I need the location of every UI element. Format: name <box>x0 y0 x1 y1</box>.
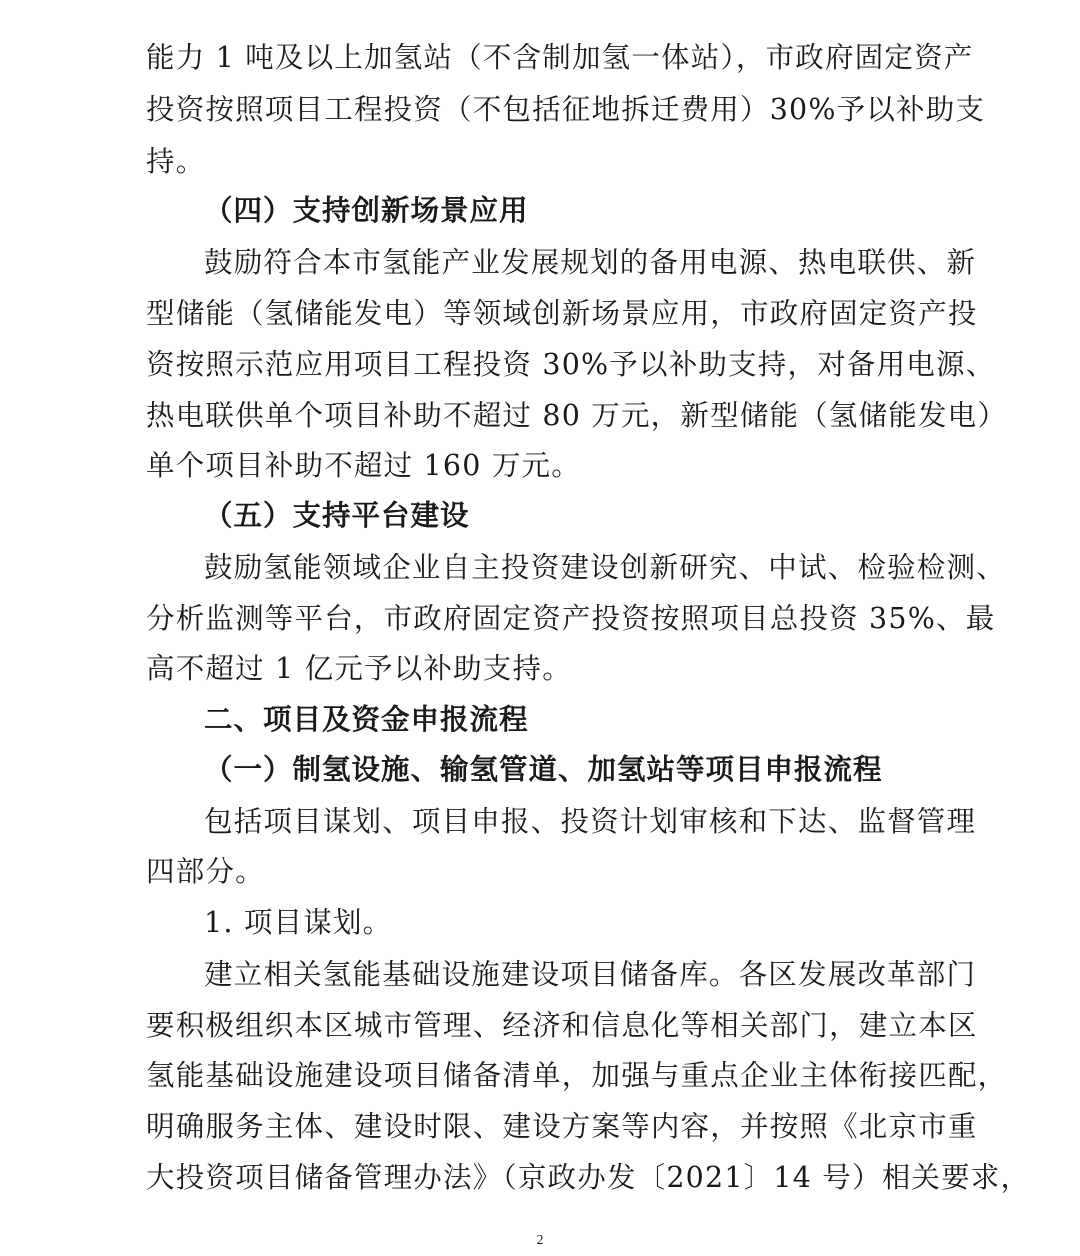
paragraph-line: 高不超过 1 亿元予以补助支持。 <box>146 652 572 685</box>
section-heading: （四）支持创新场景应用 <box>204 194 529 227</box>
paragraph-line: 氢能基础设施建设项目储备清单，加强与重点企业主体衔接匹配， <box>146 1059 1008 1092</box>
section-heading: （五）支持平台建设 <box>204 499 470 532</box>
section-heading: （一）制氢设施、输氢管道、加氢站等项目申报流程 <box>204 753 883 786</box>
paragraph-line: 能力 1 吨及以上加氢站（不含制加氢一体站），市政府固定资产 <box>146 41 974 74</box>
paragraph-line: 建立相关氢能基础设施建设项目储备库。各区发展改革部门 <box>204 958 977 991</box>
paragraph-line: 鼓励符合本市氢能产业发展规划的备用电源、热电联供、新 <box>204 246 977 279</box>
page-number: 2 <box>536 1233 544 1248</box>
paragraph-line: 投资按照项目工程投资（不包括征地拆迁费用）30%予以补助支 <box>146 93 986 126</box>
paragraph-line: 四部分。 <box>146 855 265 888</box>
paragraph-line: 分析监测等平台，市政府固定资产投资按照项目总投资 35%、最 <box>146 602 996 635</box>
paragraph-line: 鼓励氢能领域企业自主投资建设创新研究、中试、检验检测、 <box>204 551 1006 584</box>
paragraph-line: 明确服务主体、建设时限、建设方案等内容，并按照《北京市重 <box>146 1110 978 1143</box>
paragraph-line: 单个项目补助不超过 160 万元。 <box>146 449 581 482</box>
paragraph-line: 要积极组织本区城市管理、经济和信息化等相关部门，建立本区 <box>146 1009 978 1042</box>
chapter-heading: 二、项目及资金申报流程 <box>204 703 529 736</box>
paragraph-line: 型储能（氢储能发电）等领域创新场景应用，市政府固定资产投 <box>146 297 978 330</box>
paragraph-line: 持。 <box>146 145 206 178</box>
paragraph-line: 大投资项目储备管理办法》（京政办发〔2021〕14 号）相关要求， <box>146 1161 1031 1194</box>
paragraph-line: 热电联供单个项目补助不超过 80 万元，新型储能（氢储能发电） <box>146 399 1008 432</box>
paragraph-line: 包括项目谋划、项目申报、投资计划审核和下达、监督管理 <box>204 805 977 838</box>
paragraph-line: 资按照示范应用项目工程投资 30%予以补助支持，对备用电源、 <box>146 348 996 381</box>
item-heading: 1. 项目谋划。 <box>204 906 393 939</box>
